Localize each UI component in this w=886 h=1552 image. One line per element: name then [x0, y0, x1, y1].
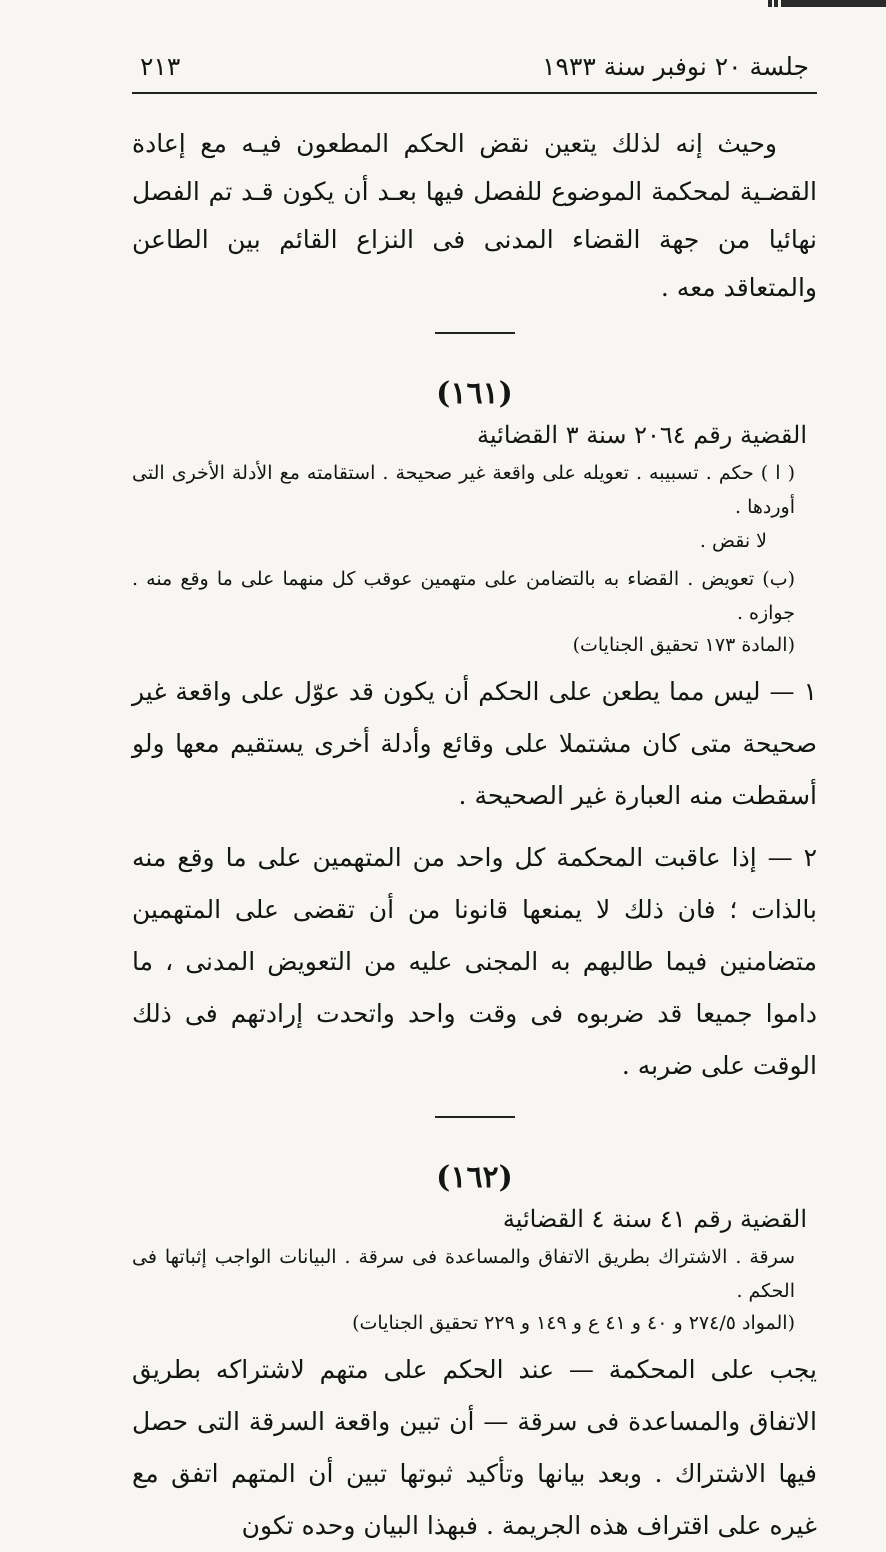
section-divider: [435, 332, 515, 334]
page-number: ٢١٣: [140, 52, 181, 81]
case-161: [132, 374, 817, 1092]
legal-reference: (المادة ١٧٣ تحقيق الجنايات): [572, 634, 795, 656]
case-162: [132, 1158, 817, 1552]
holding-paragraph-1: ١ — ليس مما يطعن على الحكم أن يكون قد عوّل على واقعة غير صحيحة متى كان مشتملا على وقائع وأدلة أخرى يستقيم معها ولو أسقطت منه العبارة غير الصحيحة .: [132, 677, 817, 810]
section-divider: [435, 1116, 515, 1118]
holding-paragraph-2: ٢ — إذا عاقبت المحكمة كل واحد من المتهمين على ما وقع منه بالذات ؛ فان ذلك لا يمنعها قانونا من أن تقضى على المتهمين متضامنين فيما طالبهم به المجنى عليه من التعويض المدنى ، ما داموا جميعا قد ضربوه فى وقت واحد واتحدت إرادتهم فى ذلك الوقت على ضربه .: [132, 843, 817, 1080]
session-date-title: جلسة ٢٠ نوفبر سنة ١٩٣٣: [542, 52, 809, 81]
case-summary-b: (ب) تعويض . القضاء به بالتضامن على متهمين عوقب كل منهما على ما وقع منه . جوازه .: [132, 568, 795, 624]
case-number: (١٦١): [436, 376, 513, 411]
legal-reference: (المواد ٢٧٤/٥ و ٤٠ و ٤١ ع و ١٤٩ و ٢٢٩ تحقيق الجنايات): [352, 1312, 795, 1334]
holding-paragraph: يجب على المحكمة — عند الحكم على متهم لاشتراكه بطريق الاتفاق والمساعدة فى سرقة — أن تبين واقعة السرقة التى حصل فيها الاشتراك . وبعد بيانها وتأكيد ثبوتها تبين أن المتهم اتفق مع غيره على اقتراف هذه الجريمة . فبهذا البيان وحده تكون: [132, 1355, 817, 1540]
case-number: (١٦٢): [436, 1160, 513, 1195]
summary-a-text: ( ا ) حكم . تسبيبه . تعويله على واقعة غير صحيحة . استقامته مع الأدلة الأخرى التى أوردها .: [132, 462, 795, 518]
running-header: [132, 42, 817, 94]
intro-paragraph: وحيث إنه لذلك يتعين نقض الحكم المطعون فيـه مع إعادة القضـية لمحكمة الموضوع للفصل فيها بعـد أن يكون قـد تم الفصل نهائيا من جهة القضاء المدنى فى النزاع القائم بين الطاعن والمتعاقد معه .: [132, 129, 817, 302]
case-summary-a: [132, 456, 795, 558]
case-summary: سرقة . الاشتراك بطريق الاتفاق والمساعدة فى سرقة . البيانات الواجب إثباتها فى الحكم .: [132, 1246, 795, 1302]
book-page: [132, 42, 817, 1552]
case-reference: القضية رقم ٤١ سنة ٤ القضائية: [502, 1205, 807, 1233]
case-reference: القضية رقم ٢٠٦٤ سنة ٣ القضائية: [477, 421, 807, 449]
summary-a-continuation: لا نقض .: [699, 530, 767, 552]
scan-edge-mark: [768, 0, 886, 7]
